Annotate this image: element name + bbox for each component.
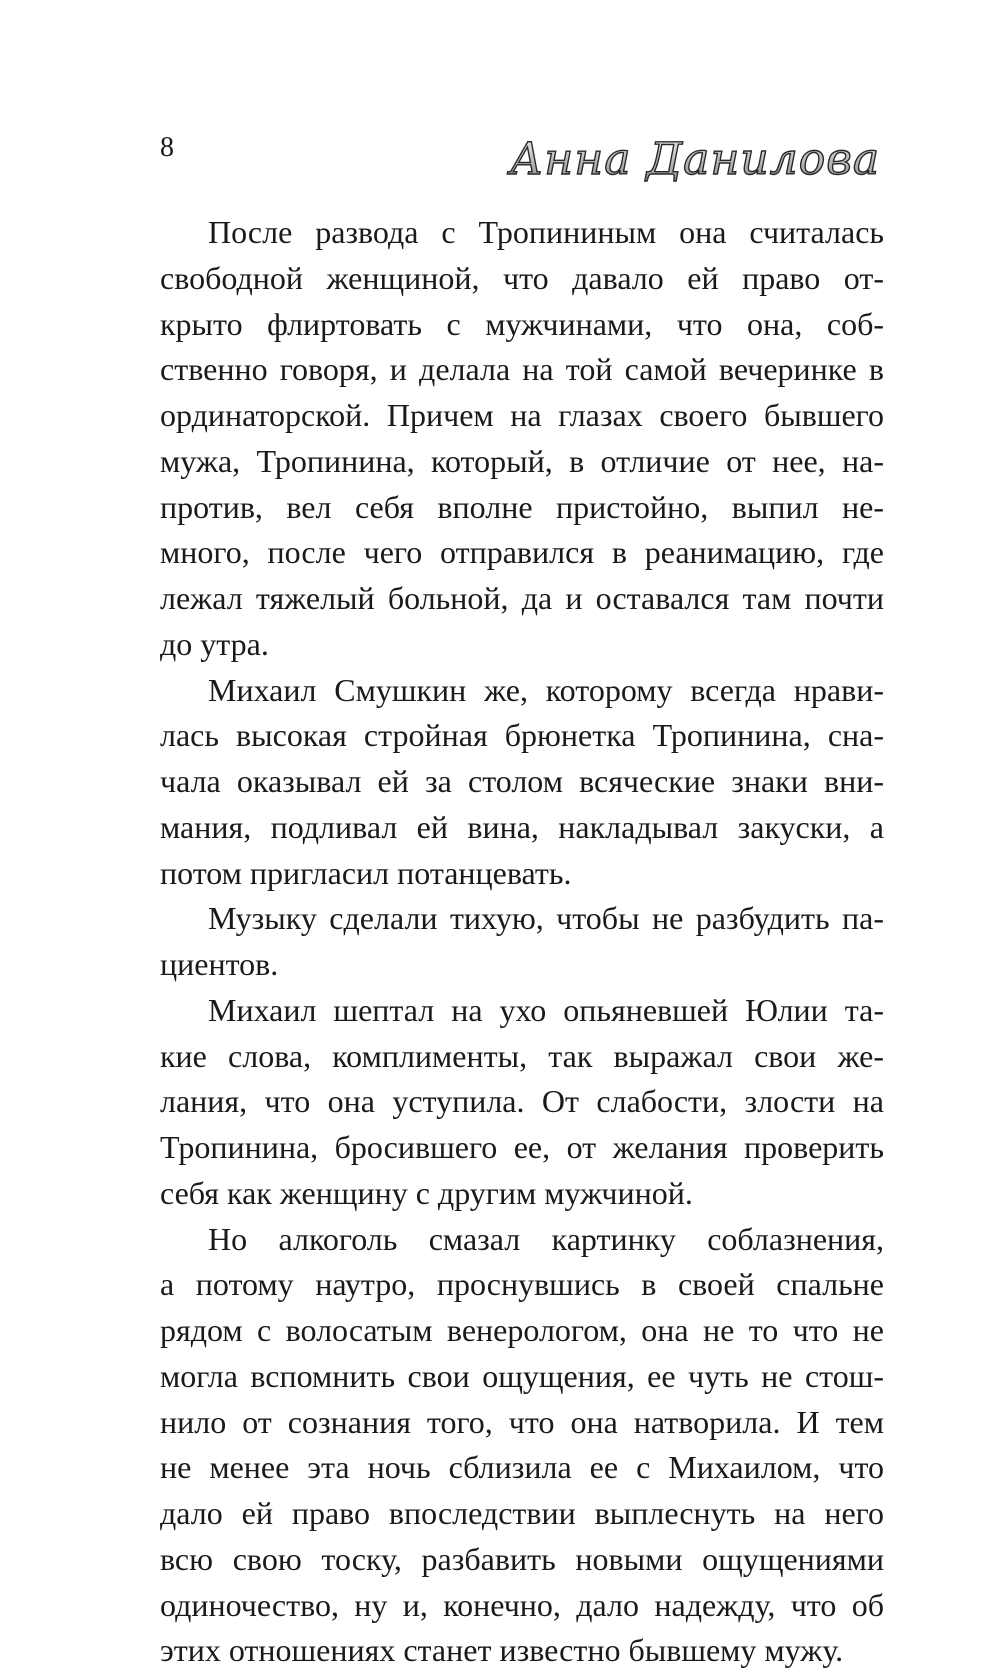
- text-line: После развода с Тропининым она считалась: [160, 210, 884, 256]
- text-line: могла вспомнить свои ощущения, ее чуть не стош-: [160, 1354, 884, 1400]
- page-number: 8: [160, 134, 174, 162]
- text-line: Михаил Смушкин же, которому всегда нрави-: [160, 668, 884, 714]
- text-line: до утра.: [160, 622, 884, 668]
- text-line: дало ей право впоследствии выплеснуть на него: [160, 1491, 884, 1537]
- paragraph: [160, 896, 884, 988]
- author-name-script: [500, 128, 890, 192]
- text-line: этих отношениях станет известно бывшему мужу.: [160, 1628, 884, 1674]
- text-line: потом пригласил потанцевать.: [160, 851, 884, 897]
- text-line: Тропинина, бросившего ее, от желания проверить: [160, 1125, 884, 1171]
- paragraph: [160, 1217, 884, 1674]
- text-line: Но алкоголь смазал картинку соблазнения,: [160, 1217, 884, 1263]
- text-line: не менее эта ночь сблизила ее с Михаилом, что: [160, 1445, 884, 1491]
- text-line: против, вел себя вполне пристойно, выпил не-: [160, 485, 884, 531]
- text-line: Михаил шептал на ухо опьяневшей Юлии та-: [160, 988, 884, 1034]
- text-line: мания, подливал ей вина, накладывал закуски, а: [160, 805, 884, 851]
- text-line: чала оказывал ей за столом всяческие знаки вни-: [160, 759, 884, 805]
- text-line: свободной женщиной, что давало ей право от-: [160, 256, 884, 302]
- paragraph: [160, 668, 884, 897]
- text-line: мужа, Тропинина, который, в отличие от нее, на-: [160, 439, 884, 485]
- text-line: себя как женщину с другим мужчиной.: [160, 1171, 884, 1217]
- paragraph: [160, 210, 884, 668]
- text-line: лежал тяжелый больной, да и оставался там почти: [160, 576, 884, 622]
- text-line: одиночество, ну и, конечно, дало надежду, что об: [160, 1583, 884, 1629]
- text-line: лания, что она уступила. От слабости, злости на: [160, 1079, 884, 1125]
- text-line: Музыку сделали тихую, чтобы не разбудить па-: [160, 896, 884, 942]
- text-line: много, после чего отправился в реанимацию, где: [160, 530, 884, 576]
- paragraph: [160, 988, 884, 1217]
- author-name-text: Анна Данилова: [507, 134, 880, 185]
- text-line: кие слова, комплименты, так выражал свои же-: [160, 1034, 884, 1080]
- text-line: ординаторской. Причем на глазах своего бывшего: [160, 393, 884, 439]
- body-text: [160, 210, 884, 1674]
- text-line: циентов.: [160, 942, 884, 988]
- text-line: всю свою тоску, разбавить новыми ощущениями: [160, 1537, 884, 1583]
- text-line: крыто флиртовать с мужчинами, что она, соб-: [160, 302, 884, 348]
- text-line: ственно говоря, и делала на той самой вечеринке в: [160, 347, 884, 393]
- text-line: а потому наутро, проснувшись в своей спальне: [160, 1262, 884, 1308]
- text-line: рядом с волосатым венерологом, она не то что не: [160, 1308, 884, 1354]
- running-head-author: [500, 128, 890, 192]
- text-line: лась высокая стройная брюнетка Тропинина, сна-: [160, 713, 884, 759]
- text-line: нило от сознания того, что она натворила. И тем: [160, 1400, 884, 1446]
